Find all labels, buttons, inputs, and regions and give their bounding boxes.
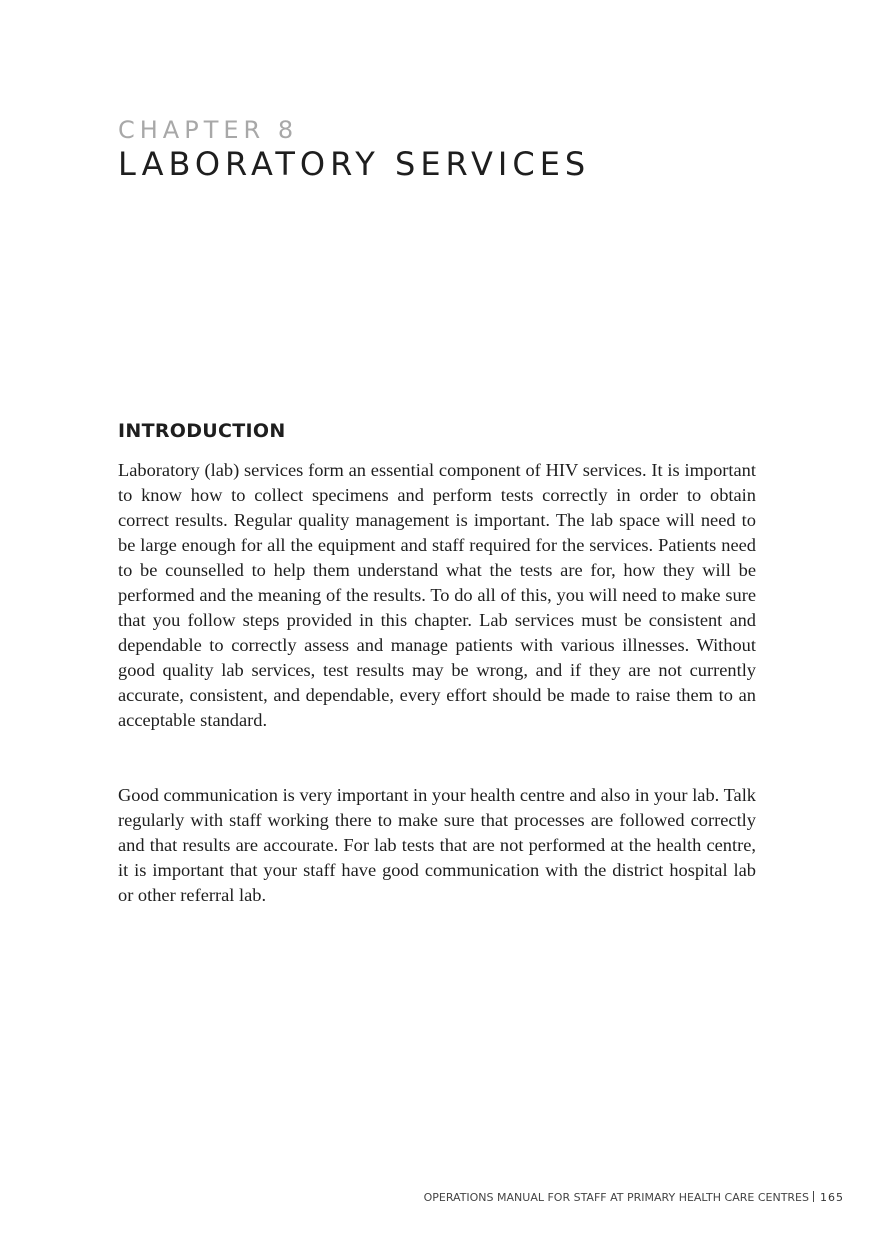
body-paragraph-2: Good communication is very important in your health centre and also in your lab. Talk regularly with staff working there to make sure that processes are followed correctly and that results are accourate. For lab tests that are not performed at the health centre, it is important that your staff have good communication with the district hospital lab or other referral lab.	[118, 785, 756, 905]
footer-separator	[813, 1191, 814, 1202]
chapter-number: CHAPTER 8	[118, 116, 299, 144]
body-paragraph-1: Laboratory (lab) services form an essential component of HIV services. It is important to know how to collect specimens and perform tests correctly in order to obtain correct results. Regular quality management is important. The lab space will need to be large enough for all the equipment and staff required for the services. Patients need to be counselled to help them understand what the tests are for, how they will be performed and the meaning of the results. To do all of this, you will need to make sure that you follow steps provided in this chapter. Lab services must be consistent and dependable to correctly assess and manage patients with various illnesses. Without good quality lab services, test results may be wrong, and if they are not currently accurate, consistent, and dependable, every effort should be made to raise them to an acceptable standard.	[118, 460, 756, 730]
section-heading: INTRODUCTION	[118, 420, 286, 442]
chapter-title: LABORATORY SERVICES	[118, 145, 591, 183]
footer-manual-title: OPERATIONS MANUAL FOR STAFF AT PRIMARY HEALTH CARE CENTRES	[423, 1191, 809, 1204]
page-number: 165	[820, 1191, 844, 1204]
page-footer	[424, 1190, 844, 1206]
